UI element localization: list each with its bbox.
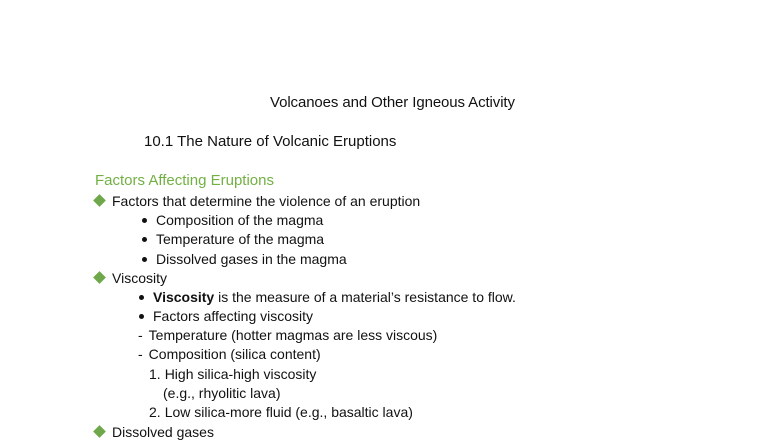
viscosity-definition: is the measure of a material’s resistance to flow.	[214, 289, 516, 305]
diamond-bullet-icon	[93, 425, 106, 438]
list-item-text: High silica-high viscosity	[164, 366, 317, 382]
dot-bullet-icon	[139, 314, 144, 319]
section-heading: Factors Affecting Eruptions	[95, 172, 274, 189]
list-item-text: Temperature of the magma	[156, 231, 325, 247]
dot-bullet-icon	[142, 257, 147, 262]
list-item-text: (e.g., rhyolitic lava)	[163, 385, 281, 401]
list-item-dissolved	[142, 250, 347, 269]
list-item-text: Temperature (hotter magmas are less viscous)	[148, 327, 438, 343]
page-title: Volcanoes and Other Igneous Activity	[270, 94, 515, 111]
list-item-text: Composition (silica content)	[148, 346, 321, 362]
list-item-text: Dissolved gases	[112, 424, 214, 440]
diamond-bullet-icon	[93, 194, 106, 207]
list-item-text: Dissolved gases in the magma	[156, 251, 347, 267]
list-item-composition	[142, 211, 323, 230]
list-item-viscosity	[95, 269, 167, 288]
list-item-text: Factors affecting viscosity	[153, 308, 314, 324]
list-item-text: Composition of the magma	[156, 212, 324, 228]
list-item-factors	[95, 192, 420, 211]
list-item-text: Viscosity	[112, 270, 167, 286]
dot-bullet-icon	[142, 237, 147, 242]
list-item-high-silica	[149, 365, 316, 384]
dash-bullet-icon: -	[138, 346, 143, 362]
section-subtitle: 10.1 The Nature of Volcanic Eruptions	[144, 133, 397, 150]
list-item-dash-temperature	[138, 326, 437, 345]
dash-bullet-icon: -	[138, 327, 143, 343]
list-item-dash-composition	[138, 345, 321, 364]
list-number: 2.	[149, 404, 161, 420]
list-item-low-silica	[149, 403, 413, 422]
list-item-text: Low silica-more fluid (e.g., basaltic lava)	[164, 404, 413, 420]
list-item-dissolved-gases	[95, 423, 214, 442]
list-item-viscosity-definition	[139, 288, 516, 307]
list-item-temperature	[142, 230, 324, 249]
list-item-factors-viscosity	[139, 307, 313, 326]
dot-bullet-icon	[139, 295, 144, 300]
list-number: 1.	[149, 366, 161, 382]
list-item-rhyolitic	[163, 384, 280, 403]
dot-bullet-icon	[142, 218, 147, 223]
list-item-text: Factors that determine the violence of an eruption	[112, 193, 421, 209]
viscosity-term: Viscosity	[153, 289, 215, 305]
diamond-bullet-icon	[93, 271, 106, 284]
